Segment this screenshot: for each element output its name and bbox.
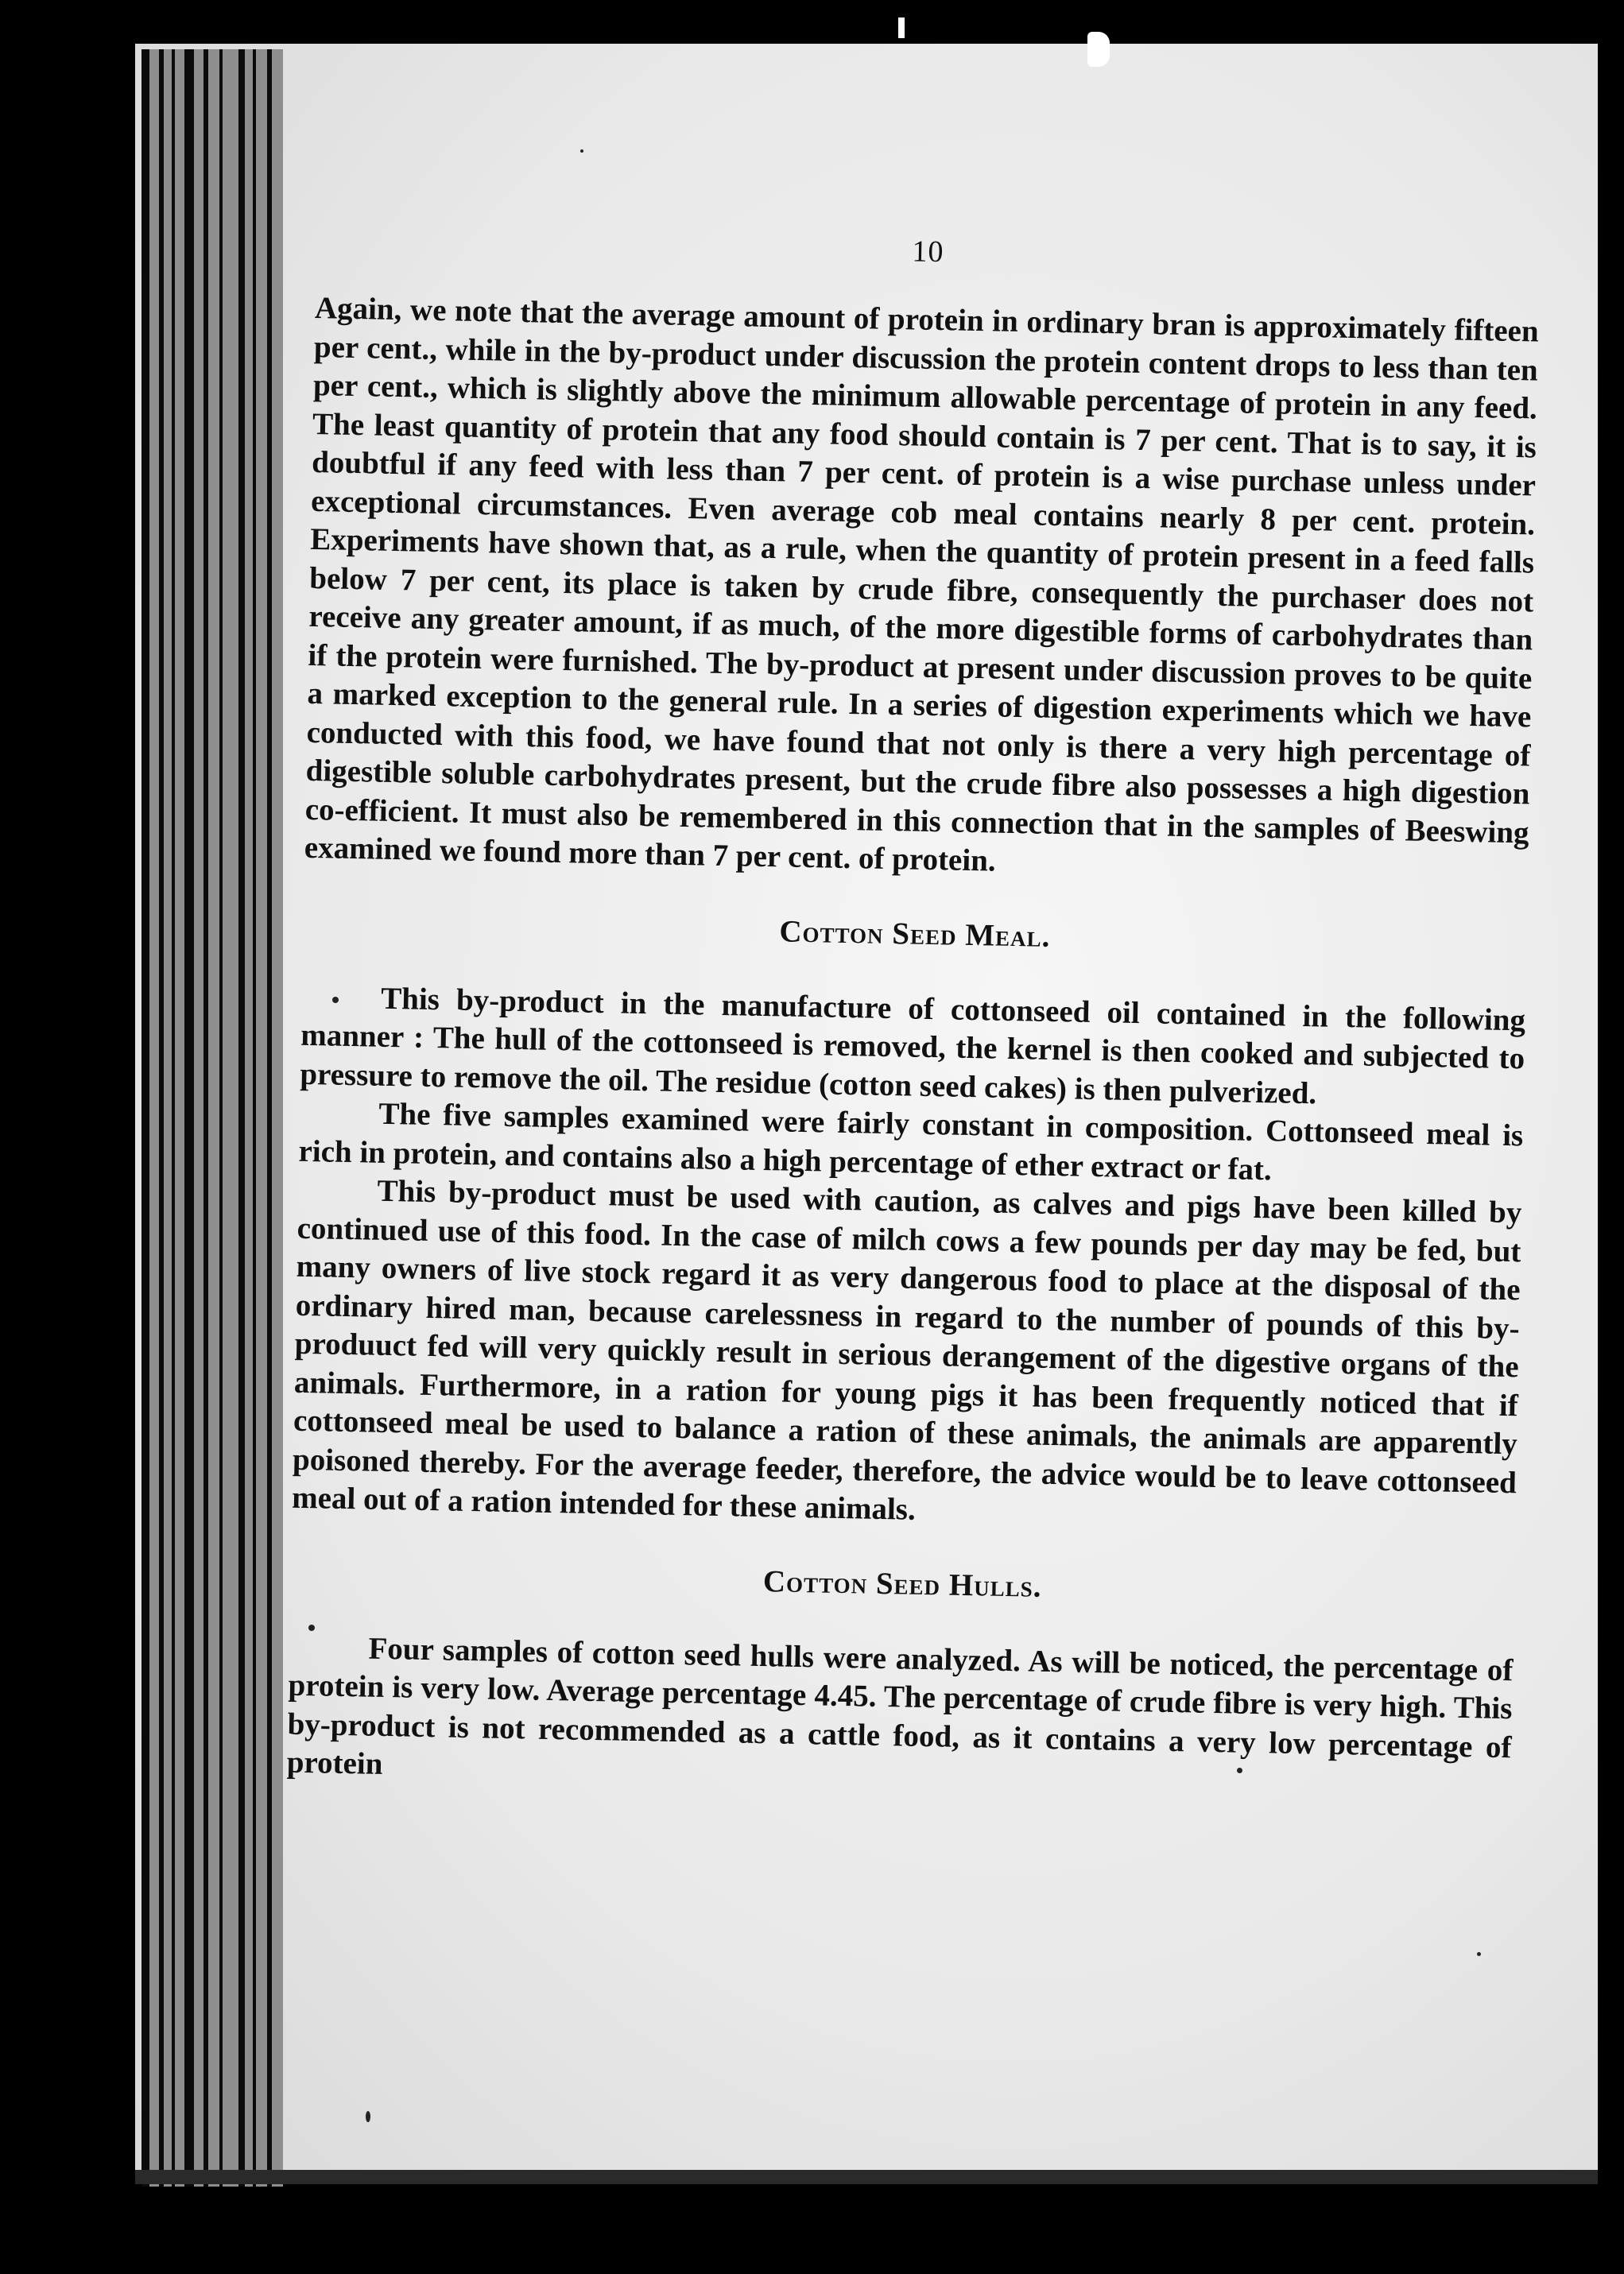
spine-edge-line bbox=[159, 49, 164, 2187]
spine-edge-line bbox=[238, 49, 245, 2187]
scan-artifact bbox=[1087, 32, 1110, 67]
scan-artifact bbox=[898, 17, 905, 38]
spine-edge-line bbox=[172, 49, 175, 2187]
spine-edge-line bbox=[141, 49, 149, 2187]
spine-edge-line bbox=[267, 49, 272, 2187]
page-bottom-shadow bbox=[135, 2170, 1598, 2184]
spine-edge-line bbox=[253, 49, 256, 2187]
spine-edge-line bbox=[219, 49, 223, 2187]
paragraph: This by-product must be used with caution, as calves and pigs have been killed by continued use of this food. In the case of milch cows a few pounds per day may be fed, but many owners of live stock regard it as very dangerous food to place at the disposal of the ordinary hired man, because carelessness in regard to the number of pounds of this by-produuct fed will very quickly result in serious derangement of the digestive organs of the animals. Furthermore, in a ration for young pigs it has been frequently noticed that if cottonseed meal be used to balance a ration of these animals, the animals are apparently poisoned thereby. For the average feeder, therefore, the advice would be to leave cottonseed meal out of a ration intended for these animals. bbox=[291, 1173, 1522, 1527]
spine-edge-line bbox=[184, 49, 194, 2187]
paragraph: Again, we note that the average amount of protein in ordinary bran is approximately fifteen per cent., while in the by-product under discussion the protein content drops to less than ten per cent., which is slightly above the minimum allowable percentage of protein in any feed. The least quantity of protein that any food should contain is 7 per cent. That is to say, it is doubtful if any feed with less than 7 per cent. of protein is a wise purchase unless under exceptional circumstances. Even average cob meal contains nearly 8 per cent. protein. Experiments have shown that, as a rule, when the quantity of protein present in a feed falls below 7 per cent, its place is taken by crude fibre, consequently the purchaser does not receive any greater amount, if as much, of the more digestible forms of carbohydrates than if the protein were furnished. The by-product at present under discussion proves to be quite a marked exception to the general rule. In a series of digestion experiments which we have conducted with this food, we have found that not only is there a very high percentage of digestible soluble carbohydrates present, but the crude fibre also possesses a high digestion co-efficient. It must also be remembered in this connection that in the samples of Beeswing examined we found more than 7 per cent. of protein. bbox=[304, 290, 1540, 878]
page-text bbox=[286, 223, 1540, 1806]
section-heading: Cotton Seed Meal. bbox=[779, 913, 1051, 954]
section-heading: Cotton Seed Hulls. bbox=[762, 1563, 1042, 1604]
spine-edge-line bbox=[203, 49, 208, 2187]
book-spine bbox=[148, 49, 283, 2187]
scan-speck bbox=[366, 2111, 370, 2122]
page-number: 10 bbox=[912, 234, 944, 269]
paragraph: This by-product in the manufacture of cottonseed oil contained in the following manner : The hull of the cottonseed is removed, the kernel is then cooked and subjected to pressure to remove the oil. The residue (cotton seed cakes) is then pulverized. bbox=[300, 981, 1526, 1110]
scan-speck bbox=[1477, 1952, 1481, 1956]
scan-speck bbox=[580, 149, 583, 153]
paragraph: The five samples examined were fairly constant in composition. Cottonseed meal is rich in protein, and contains also a high percentage of ether extract or fat. bbox=[298, 1096, 1524, 1187]
paragraph: Four samples of cotton seed hulls were analyzed. As will be noticed, the percentage of protein is very low. Average percentage 4.45. The percentage of crude fibre is very high. This by-product is not recommended as a cattle food, as it contains a very low percentage of protein bbox=[286, 1631, 1514, 1781]
